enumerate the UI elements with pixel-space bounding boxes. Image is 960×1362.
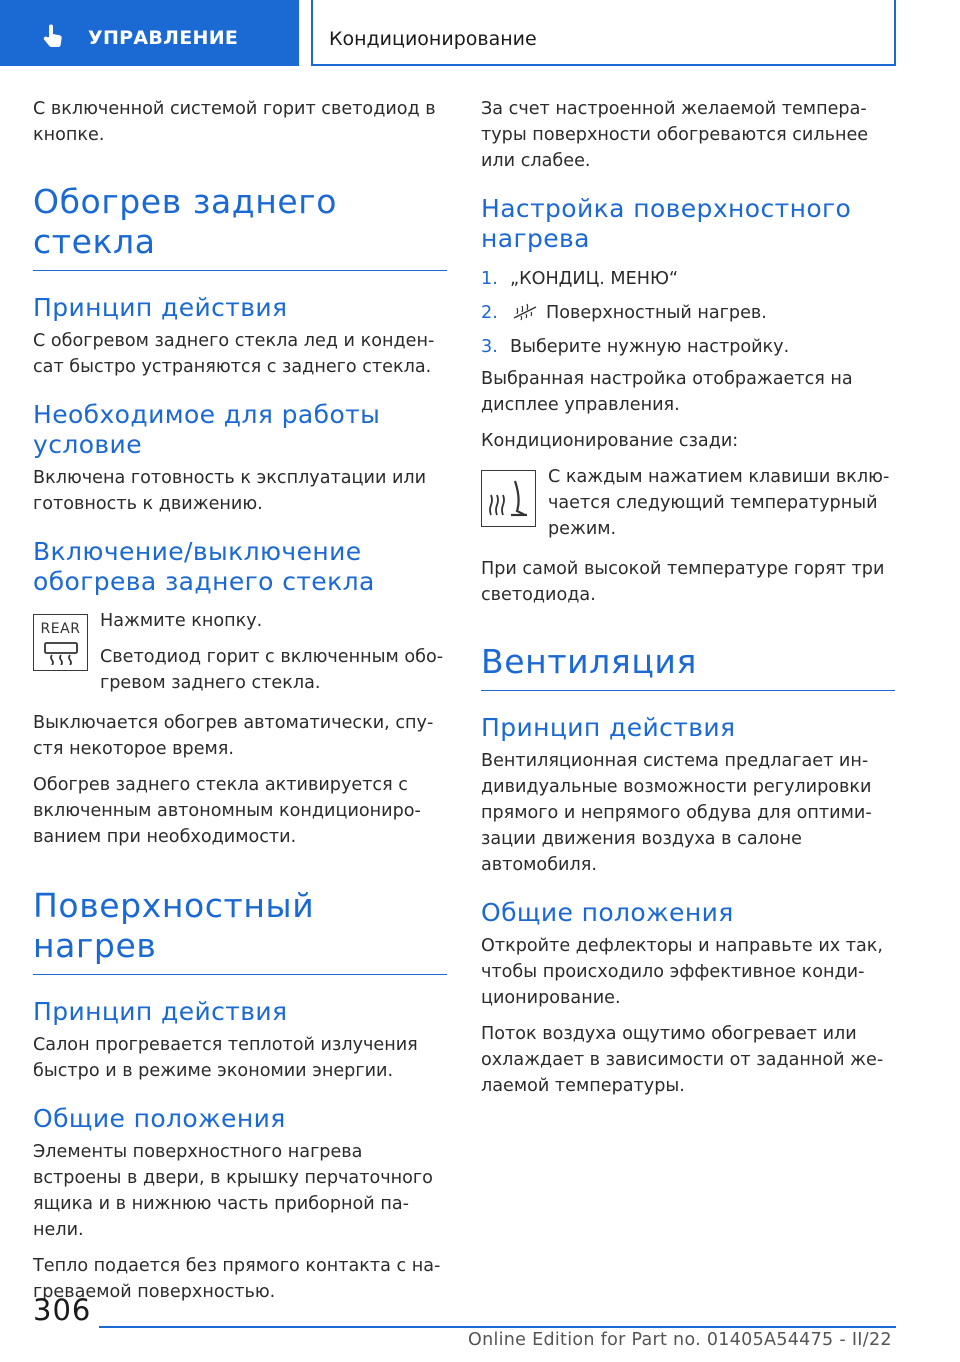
ventilation-principle-text: Вентиляционная система предлагает ин-дивидуальные возможности регулировки прямого и непрямого обдува для оптими-зации движения воздуха в салоне автомобиля.: [481, 751, 872, 875]
hand-pointer-icon: [40, 23, 66, 49]
surface-heating-text: Поверхностный нагрев.: [546, 303, 767, 323]
surface-general-heading: Общие положения: [33, 1104, 286, 1133]
temp-text: За счет настроенной желаемой темпера-туры поверхности обогреваются сильнее или слабее.: [481, 99, 869, 171]
menu-path-text: „КОНДИЦ. МЕНЮ“: [510, 269, 679, 289]
surface-heating-icon: [510, 302, 540, 322]
step-item: [481, 300, 895, 326]
section-label: УПРАВЛЕНИЕ: [88, 27, 239, 49]
rear-defrost-icon: [43, 641, 79, 665]
auto-on-text: Обогрев заднего стекла активируется с включенным автономным кондициониро-ванием при необходимости.: [33, 775, 421, 847]
step-item: [481, 266, 895, 292]
rear-defrost-title: Обогрев заднего стекла: [33, 182, 447, 271]
seat-heating-button[interactable]: [481, 470, 536, 527]
right-column: [481, 96, 895, 1109]
footer-divider: [99, 1326, 896, 1328]
rear-conditions-text: Включена готовность к эксплуатации или готовность к движению.: [33, 468, 427, 514]
surface-principle-text: Салон прогревается теплотой излучения быстро и в режиме экономии энергии.: [33, 1035, 418, 1081]
surface-general-text-1: Элементы поверхностного нагрева встроены в двери, в крышку перчаточного ящика и в нижнюю часть приборной па-нели.: [33, 1142, 433, 1240]
ventilation-general-text-1: Откройте дефлекторы и направьте их так, чтобы происходило эффективное конди-ционирование.: [481, 936, 884, 1008]
section-tab[interactable]: [0, 0, 299, 66]
left-column: [33, 96, 447, 1315]
rear-principle-heading: Принцип действия: [33, 293, 288, 322]
step-number: 3.: [481, 337, 498, 357]
rear-ac-text: С каждым нажатием клавиши вклю-чается следующий температурный режим.: [548, 467, 890, 539]
rear-onoff-heading: Включение/выключение обогрева заднего стекла: [33, 537, 375, 596]
surface-principle-heading: Принцип действия: [33, 997, 288, 1026]
step-item: [481, 334, 895, 360]
step-number: 1.: [481, 269, 498, 289]
led-text: Светодиод горит с включенным обо-гревом заднего стекла.: [100, 647, 444, 693]
chapter-tab[interactable]: [311, 0, 896, 66]
ventilation-general-heading: Общие положения: [481, 898, 734, 927]
press-button-text: Нажмите кнопку.: [100, 611, 263, 631]
chapter-label: Кондиционирование: [329, 28, 537, 50]
seat-button-row: [481, 464, 895, 542]
surface-heating-title: Поверхностный нагрев: [33, 886, 447, 975]
rear-defrost-button[interactable]: [33, 614, 88, 671]
rear-ac-label: Кондиционирование сзади:: [481, 431, 739, 451]
rear-principle-text: С обогревом заднего стекла лед и конден-сат быстро устраняются с заднего стекла.: [33, 331, 435, 377]
ventilation-general-text-2: Поток воздуха ощутимо обогревает или охлаждает в зависимости от заданной же-лаемой температуры.: [481, 1024, 884, 1096]
auto-off-text: Выключается обогрев автоматически, спу-стя некоторое время.: [33, 713, 434, 759]
choose-setting-text: Выберите нужную настройку.: [510, 337, 790, 357]
step-number: 2.: [481, 303, 498, 323]
rear-conditions-heading: Необходимое для работы условие: [33, 400, 381, 459]
surface-settings-heading: Настройка поверхностного нагрева: [481, 194, 852, 253]
page-number: 306: [33, 1293, 92, 1327]
ventilation-title: Вентиляция: [481, 642, 895, 691]
surface-general-text-2: Тепло подается без прямого контакта с на-греваемой поверхностью.: [33, 1256, 441, 1302]
intro-paragraph: С включенной системой горит светодиод в кнопке.: [33, 99, 436, 145]
edition-text: Online Edition for Part no. 01405A54475 - II/22: [468, 1330, 892, 1350]
high-temp-text: При самой высокой температуре горят три светодиода.: [481, 559, 885, 605]
display-text: Выбранная настройка отображается на дисплее управления.: [481, 369, 853, 415]
settings-steps: [481, 266, 895, 360]
rear-button-row: [33, 608, 447, 696]
rear-button-label: REAR: [40, 621, 81, 637]
seat-heating-icon: [485, 475, 531, 521]
ventilation-principle-heading: Принцип действия: [481, 713, 736, 742]
page-header: [0, 0, 960, 66]
